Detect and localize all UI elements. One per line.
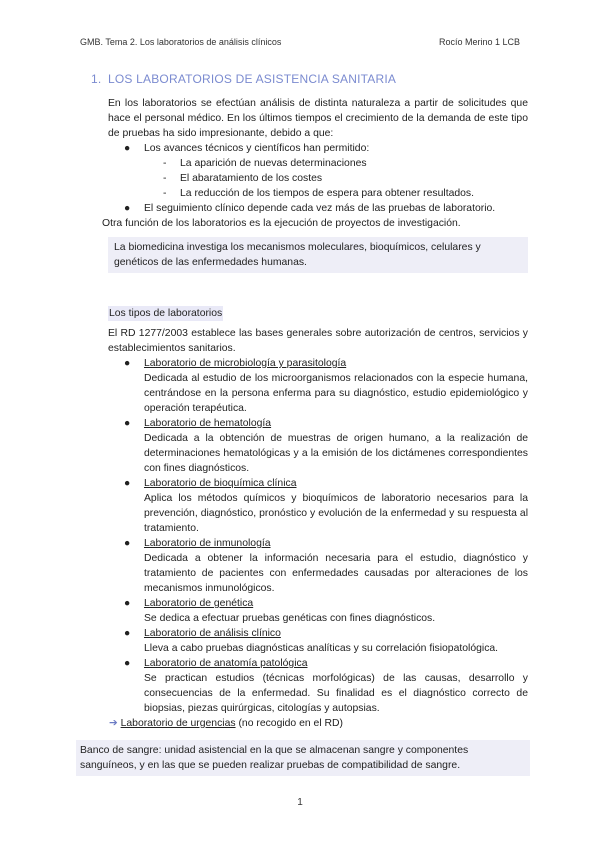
sub-list-item: [108, 156, 528, 171]
biomedicine-callout: [108, 237, 528, 273]
header-author: Rocío Merino 1 LCB: [438, 37, 520, 47]
bullet-icon: ●: [124, 358, 131, 369]
lab-description: Se dedica a efectuar pruebas genéticas con fines diagnósticos.: [144, 613, 436, 624]
sub-item-text: La aparición de nuevas determinaciones: [180, 158, 367, 169]
callout-text: La biomedicina investiga los mecanismos moleculares, bioquímicos, celulares y genéticos de las enfermedades humanas.: [114, 242, 481, 268]
urgencias-note: (no recogido en el RD): [235, 718, 343, 729]
lab-item: [108, 626, 528, 656]
bullet-icon: ●: [124, 418, 131, 429]
bullet-text: El seguimiento clínico depende cada vez más de las pruebas de laboratorio.: [144, 203, 496, 214]
lab-item: [108, 356, 528, 416]
dash-icon: -: [163, 158, 167, 169]
bullet-icon: ●: [124, 203, 131, 214]
dash-icon: -: [163, 173, 167, 184]
bullet-icon: ●: [124, 598, 131, 609]
lab-description: Dedicada a obtener la información necesaria para el estudio, diagnóstico y tratamiento de pacientes con enfermedades causadas por alteraciones de los mecanismos inmunológicos.: [144, 553, 528, 594]
lab-item: [108, 596, 528, 626]
lab-description: Dedicada a la obtención de muestras de origen humano, a la realización de determinaciones hematológicas y a la emisión de los dictámenes correspondientes con fines diagnósticos.: [144, 433, 528, 474]
bullet-icon: ●: [124, 538, 131, 549]
lab-name: Laboratorio de genética: [144, 598, 254, 609]
lab-name: Laboratorio de análisis clínico: [144, 628, 281, 639]
lab-description: Se practican estudios (técnicas morfológicas) de las causas, desarrollo y consecuencias de la enfermedad. Su finalidad es el diagnóstico correcto de biopsias, piezas quirúrgicas, citologías y autopsias.: [144, 673, 528, 714]
bullet-icon: ●: [124, 628, 131, 639]
list-item: [108, 141, 528, 156]
section-number: 1.: [91, 72, 102, 86]
header-doc-title: GMB. Tema 2. Los laboratorios de análisis clínicos: [80, 37, 282, 47]
other-function-paragraph: Otra función de los laboratorios es la ejecución de proyectos de investigación.: [102, 218, 461, 229]
lab-name: Laboratorio de microbiología y parasitología: [144, 358, 347, 369]
lab-name: Laboratorio de bioquímica clínica: [144, 478, 297, 489]
section-title: [91, 72, 396, 86]
types-subtitle: Los tipos de laboratorios: [109, 308, 223, 319]
rd-paragraph: El RD 1277/2003 establece las bases generales sobre autorización de centros, servicios y establecimientos sanitarios.: [108, 328, 528, 354]
sub-list-item: [108, 171, 528, 186]
lab-item: [108, 536, 528, 596]
intro-paragraph: En los laboratorios se efectúan análisis de distinta naturaleza a partir de solicitudes que hace el personal médico. En los últimos tiempos el crecimiento de la demanda de este tipo de pruebas ha sido impresionante, debido a que:: [108, 98, 528, 139]
lab-item: [108, 476, 528, 536]
lab-description: Lleva a cabo pruebas diagnósticas analíticas y su correlación fisiopatológica.: [144, 643, 499, 654]
urgencias-line: [108, 716, 528, 731]
lab-name: Laboratorio de hematología: [144, 418, 272, 429]
bullet-text: Los avances técnicos y científicos han permitido:: [144, 143, 370, 154]
list-item: [108, 201, 528, 216]
urgencias-name: Laboratorio de urgencias: [120, 718, 236, 729]
bullet-icon: ●: [124, 143, 131, 154]
blood-bank-text: Banco de sangre: unidad asistencial en la que se almacenan sangre y componentes sanguíneos, y en las que se pueden realizar pruebas de compatibilidad de sangre.: [80, 745, 469, 771]
sub-list-item: [108, 186, 528, 201]
main-content: [102, 96, 528, 731]
lab-description: Aplica los métodos químicos y bioquímicos de laboratorio necesarios para la prevención, diagnóstico, pronóstico y evolución de la enfermedad y su respuesta al tratamiento.: [144, 493, 528, 534]
sub-item-text: El abaratamiento de los costes: [180, 173, 323, 184]
bullet-icon: ●: [124, 658, 131, 669]
sub-item-text: La reducción de los tiempos de espera para obtener resultados.: [180, 188, 475, 199]
arrow-icon: ➔: [109, 718, 118, 729]
lab-description: Dedicada al estudio de los microorganismos relacionados con la especie humana, centrándose en la persona enferma para su diagnóstico, estudio epidemiológico y operación terapéutica.: [144, 373, 528, 414]
page-number: 1: [297, 797, 303, 808]
section-title-text: LOS LABORATORIOS DE ASISTENCIA SANITARIA: [108, 72, 397, 86]
lab-name: Laboratorio de inmunología: [144, 538, 271, 549]
lab-item: [108, 416, 528, 476]
dash-icon: -: [163, 188, 167, 199]
lab-name: Laboratorio de anatomía patológica: [144, 658, 308, 669]
blood-bank-callout: [76, 740, 530, 776]
lab-item: [108, 656, 528, 716]
bullet-icon: ●: [124, 478, 131, 489]
